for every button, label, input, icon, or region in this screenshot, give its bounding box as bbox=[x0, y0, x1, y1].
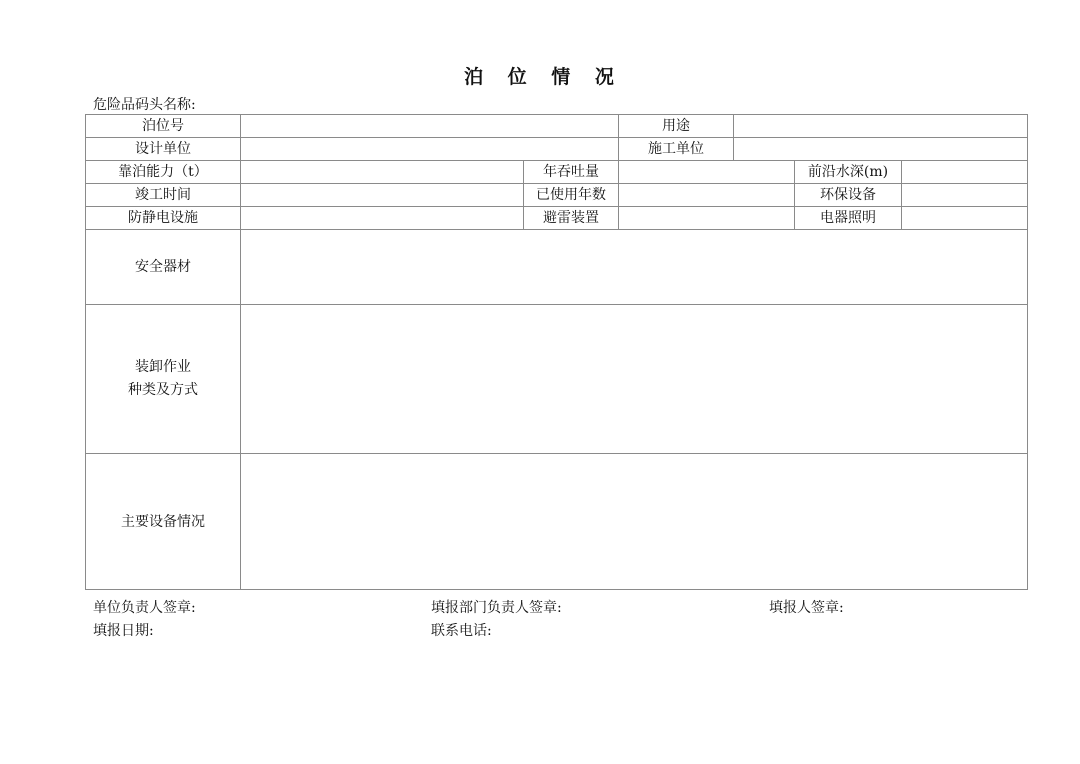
completion-time-field[interactable] bbox=[241, 184, 524, 207]
completion-time-label: 竣工时间 bbox=[86, 184, 241, 207]
page-title: 泊 位 情 况 bbox=[464, 66, 616, 88]
lighting-label: 电器照明 bbox=[795, 207, 902, 230]
table-row bbox=[86, 454, 1028, 590]
operation-type-line2: 种类及方式 bbox=[128, 382, 198, 398]
env-equipment-label: 环保设备 bbox=[795, 184, 902, 207]
dept-head-signature-label: 填报部门负责人签章: bbox=[431, 600, 562, 616]
main-equipment-field[interactable] bbox=[241, 454, 1028, 590]
table-row bbox=[86, 115, 1028, 138]
operation-type-line1: 装卸作业 bbox=[135, 359, 191, 375]
berth-info-table bbox=[85, 114, 1028, 590]
design-unit-field[interactable] bbox=[241, 138, 619, 161]
antistatic-field[interactable] bbox=[241, 207, 524, 230]
usage-field[interactable] bbox=[734, 115, 1028, 138]
usage-label: 用途 bbox=[619, 115, 734, 138]
table-row bbox=[86, 207, 1028, 230]
safety-equipment-field[interactable] bbox=[241, 230, 1028, 305]
unit-head-signature-label: 单位负责人签章: bbox=[93, 600, 196, 616]
table-row bbox=[86, 138, 1028, 161]
throughput-label: 年吞吐量 bbox=[524, 161, 619, 184]
design-unit-label: 设计单位 bbox=[86, 138, 241, 161]
table-row bbox=[86, 305, 1028, 454]
years-used-label: 已使用年数 bbox=[524, 184, 619, 207]
throughput-field[interactable] bbox=[619, 161, 795, 184]
lightning-label: 避雷装置 bbox=[524, 207, 619, 230]
terminal-name-label: 危险品码头名称: bbox=[93, 97, 196, 113]
table-row bbox=[86, 184, 1028, 207]
berthing-capacity-label: 靠泊能力（t） bbox=[86, 161, 241, 184]
berth-no-label: 泊位号 bbox=[86, 115, 241, 138]
table-row bbox=[86, 230, 1028, 305]
main-equipment-label: 主要设备情况 bbox=[86, 454, 241, 590]
construction-unit-label: 施工单位 bbox=[619, 138, 734, 161]
operation-type-label bbox=[86, 305, 241, 454]
fill-date-label: 填报日期: bbox=[93, 623, 154, 639]
lightning-field[interactable] bbox=[619, 207, 795, 230]
front-depth-label: 前沿水深(m) bbox=[795, 161, 902, 184]
safety-equipment-label: 安全器材 bbox=[86, 230, 241, 305]
antistatic-label: 防静电设施 bbox=[86, 207, 241, 230]
construction-unit-field[interactable] bbox=[734, 138, 1028, 161]
berth-no-field[interactable] bbox=[241, 115, 619, 138]
table-row bbox=[86, 161, 1028, 184]
contact-phone-label: 联系电话: bbox=[431, 623, 492, 639]
env-equipment-field[interactable] bbox=[902, 184, 1028, 207]
years-used-field[interactable] bbox=[619, 184, 795, 207]
berthing-capacity-field[interactable] bbox=[241, 161, 524, 184]
operation-type-field[interactable] bbox=[241, 305, 1028, 454]
filler-signature-label: 填报人签章: bbox=[769, 600, 844, 616]
front-depth-field[interactable] bbox=[902, 161, 1028, 184]
lighting-field[interactable] bbox=[902, 207, 1028, 230]
